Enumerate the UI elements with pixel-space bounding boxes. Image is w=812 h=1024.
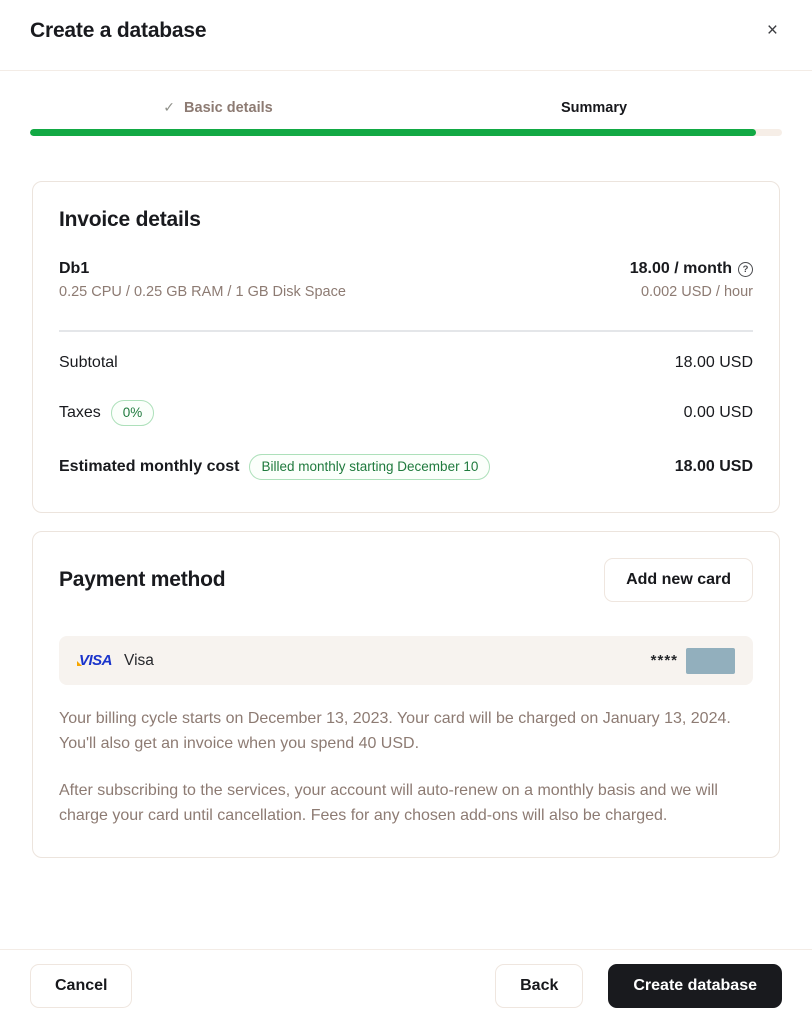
subtotal-value: 18.00 USD [674, 354, 753, 371]
modal-header [0, 0, 812, 71]
progress-bar [30, 129, 782, 136]
total-row [59, 440, 753, 484]
saved-card-row[interactable] [59, 636, 753, 685]
check-icon: ✓ [163, 99, 176, 115]
monthly-price: 18.00 / month [629, 260, 732, 277]
page-title: Create a database [30, 18, 207, 42]
payment-heading: Payment method [59, 568, 226, 592]
total-label: Estimated monthly cost [59, 458, 240, 476]
db-specs: 0.25 CPU / 0.25 GB RAM / 1 GB Disk Space [59, 284, 346, 300]
modal-footer [0, 949, 812, 1024]
wizard-steps [0, 71, 812, 136]
card-masked-digits: **** [650, 652, 678, 670]
close-icon[interactable]: × [763, 17, 782, 44]
redacted-card-number [686, 648, 735, 674]
total-value: 18.00 USD [674, 458, 753, 476]
add-new-card-button[interactable]: Add new card [604, 558, 753, 602]
subtotal-label: Subtotal [59, 354, 118, 371]
payment-method-card [32, 531, 780, 857]
divider [59, 330, 753, 332]
billing-cycle-note: Your billing cycle starts on December 13, 2023. Your card will be charged on January 13, 2024. You'll also get an invoice when you spend 40 USD. [59, 710, 731, 753]
create-database-button[interactable]: Create database [608, 964, 782, 1008]
back-button[interactable]: Back [495, 964, 583, 1008]
subtotal-row [59, 340, 753, 386]
billing-start-badge: Billed monthly starting December 10 [249, 454, 490, 480]
taxes-value: 0.00 USD [683, 404, 753, 422]
card-brand-name: Visa [124, 651, 154, 669]
tax-rate-badge: 0% [111, 400, 155, 426]
taxes-label: Taxes [59, 404, 101, 422]
invoice-heading: Invoice details [59, 208, 201, 231]
step-summary[interactable] [406, 99, 782, 116]
step-summary-label: Summary [560, 99, 628, 116]
auto-renew-note: After subscribing to the services, your account will auto-renew on a monthly basis and we will charge your card until cancellation. Fees for any chosen add-ons will also be charged. [59, 781, 718, 824]
step-basic-details[interactable] [30, 99, 406, 116]
help-icon[interactable]: ? [738, 262, 753, 277]
taxes-row [59, 386, 753, 440]
step-basic-label: Basic details [184, 99, 273, 116]
visa-logo-icon: VISA [79, 652, 113, 670]
hourly-price: 0.002 USD / hour [640, 284, 753, 300]
invoice-details-card [32, 181, 780, 513]
invoice-line-item [59, 260, 753, 300]
cancel-button[interactable]: Cancel [30, 964, 132, 1008]
progress-fill [30, 129, 756, 136]
modal-content [0, 136, 812, 858]
db-name: Db1 [59, 260, 90, 277]
